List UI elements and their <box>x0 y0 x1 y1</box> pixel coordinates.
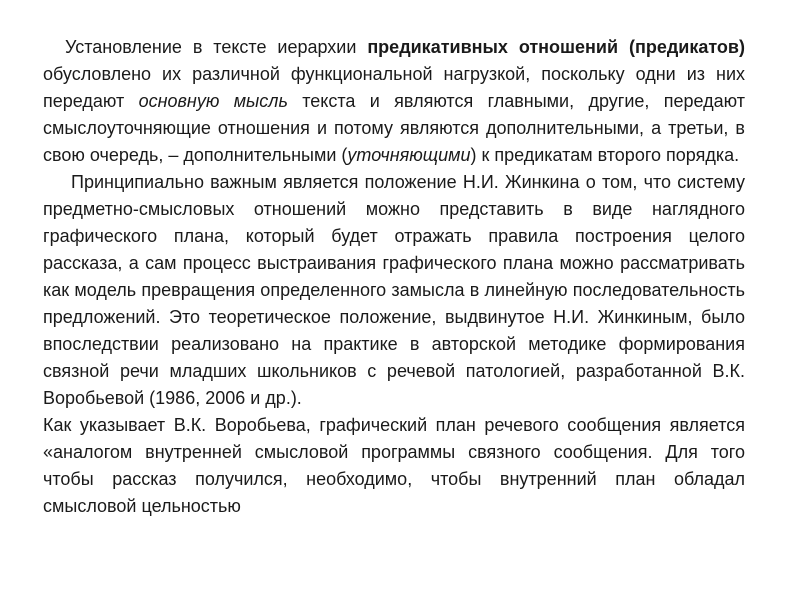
paragraph-3: Как указывает В.К. Воробьева, графический план речевого сообщения является «аналогом внутренней смысловой программы связного сообщения. Для того чтобы рассказ получился, необходимо, чтобы внутренний план обладал смысловой цельностью <box>43 415 745 516</box>
paragraph-1 <box>43 34 745 169</box>
paragraph-1-text-d: ) к предикатам второго порядка. <box>470 145 740 165</box>
paragraph-1-text-c: текста и являются главными, другие, передают смыслоуточняющие отношения и потому являются дополнительными, а третьи, в свою очередь, – дополнительными ( <box>43 91 745 165</box>
paragraph-1-italic-main-idea: основную мысль <box>138 91 288 111</box>
paragraph-1-italic-clarifying: уточняющими <box>347 145 471 165</box>
paragraph-1-text-b: обусловлено их различной функциональной нагрузкой, поскольку одни из них передают <box>43 64 745 111</box>
paragraph-1-text-a: Установление в тексте иерархии <box>65 37 368 57</box>
paragraph-1-bold-term: предикативных отношений (предикатов) <box>367 37 745 57</box>
paragraph-2: Принципиально важным является положение Н.И. Жинкина о том, что систему предметно-смысловых отношений можно представить в виде наглядного графического плана, который будет отражать правила построения целого рассказа, а сам процесс выстраивания графического плана можно рассматривать как модель превращения определенного замысла в линейную последовательность предложений. Это теоретическое положение, выдвинутое Н.И. Жинкиным, было впоследствии реализовано на практике в авторской методике формирования связной речи младших школьников с речевой патологией, разработанной В.К. Воробьевой (1986, 2006 и др.). <box>43 172 745 408</box>
slide-text-body <box>43 34 745 520</box>
